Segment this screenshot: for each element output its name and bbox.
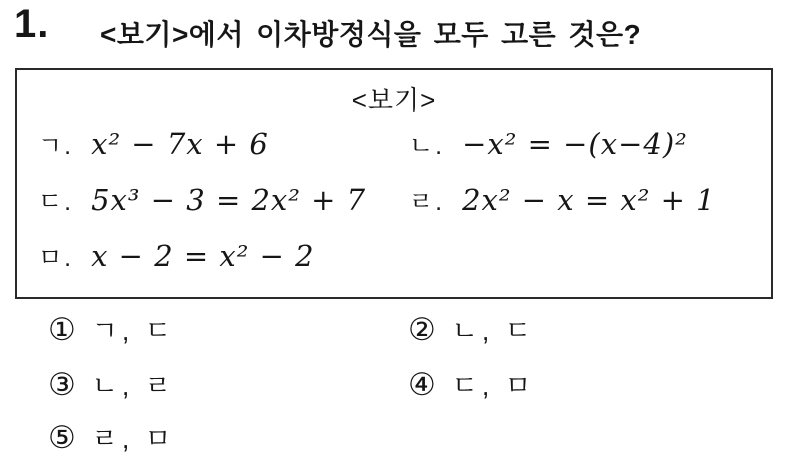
bogi-item-g-label: ㄱ.	[38, 132, 74, 160]
choice-3-text: ㄴ, ㄹ	[91, 371, 175, 401]
bogi-item-d	[38, 182, 366, 218]
choice-5-text: ㄹ, ㅁ	[91, 424, 175, 454]
choice-2-marker: ②	[408, 312, 436, 348]
choice-4-text: ㄷ, ㅁ	[451, 371, 535, 401]
bogi-item-d-label: ㄷ.	[38, 188, 74, 216]
choice-2[interactable]	[408, 309, 535, 348]
bogi-item-n-label: ㄴ.	[409, 132, 445, 160]
bogi-item-n-expression: −x² = −(x−4)²	[462, 127, 688, 161]
choice-1-text: ㄱ, ㄷ	[91, 316, 175, 346]
choice-5[interactable]	[48, 417, 175, 456]
bogi-item-m-expression: x − 2 = x² − 2	[91, 239, 315, 273]
bogi-item-d-expression: 5x³ − 3 = 2x² + 7	[91, 183, 367, 217]
choice-4[interactable]	[408, 364, 535, 403]
question-text: <보기>에서 이차방정식을 모두 고른 것은?	[100, 19, 642, 50]
choice-3-marker: ③	[48, 367, 76, 403]
question-number: 1.	[14, 2, 50, 46]
bogi-item-r-label: ㄹ.	[409, 188, 445, 216]
bogi-item-m-label: ㅁ.	[38, 244, 74, 272]
bogi-item-r	[409, 182, 716, 218]
choice-1-marker: ①	[48, 312, 76, 348]
choice-1[interactable]	[48, 309, 175, 348]
bogi-item-n	[409, 126, 688, 162]
choice-5-marker: ⑤	[48, 420, 76, 456]
bogi-item-m	[38, 238, 315, 274]
choice-3[interactable]	[48, 364, 175, 403]
bogi-item-g-expression: x² − 7x + 6	[91, 127, 269, 161]
bogi-item-g	[38, 126, 269, 162]
bogi-item-r-expression: 2x² − x = x² + 1	[462, 183, 716, 217]
bogi-box-title: <보기>	[351, 85, 437, 115]
choice-4-marker: ④	[408, 367, 436, 403]
bogi-box	[15, 68, 773, 299]
choice-2-text: ㄴ, ㄷ	[451, 316, 535, 346]
